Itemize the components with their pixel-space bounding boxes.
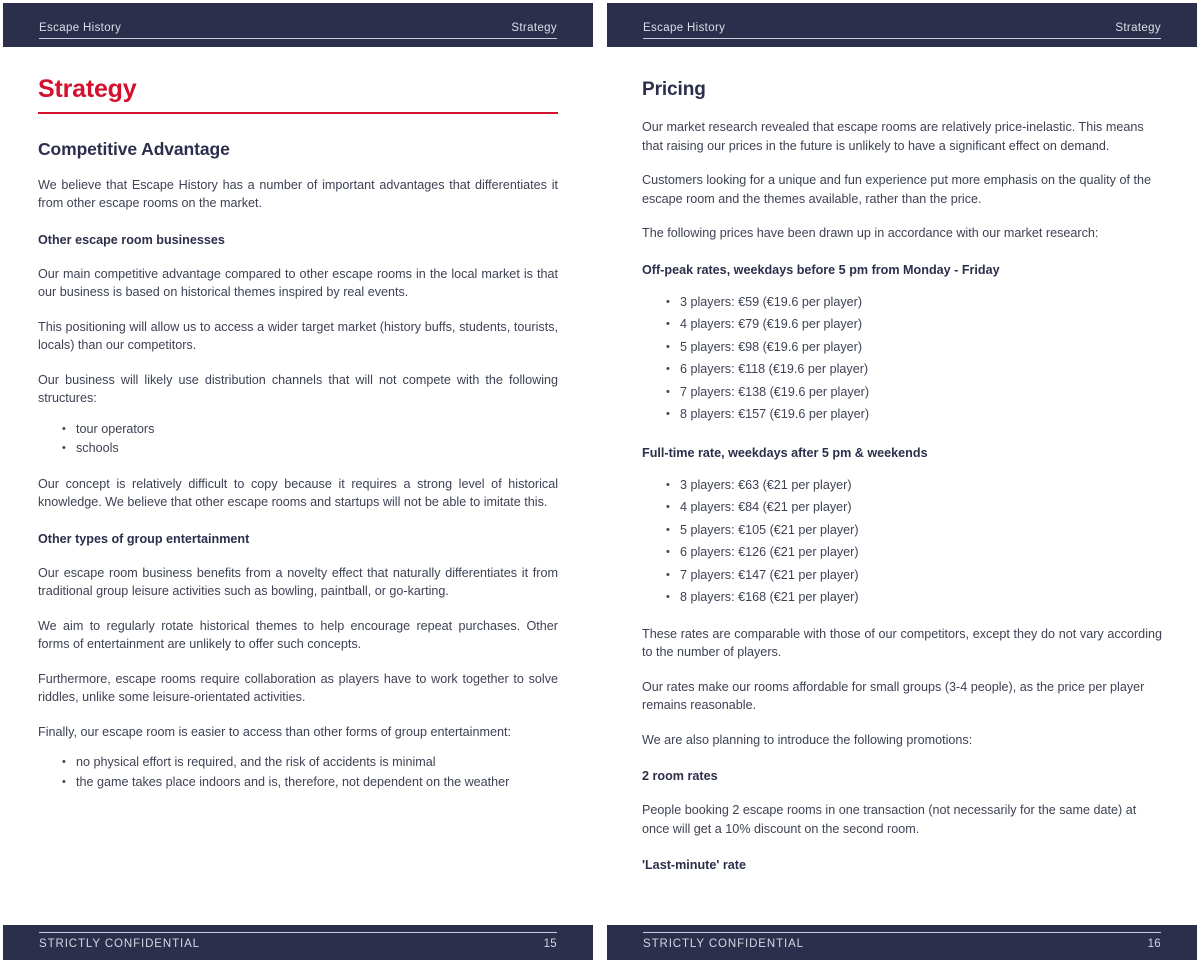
- list-item: • 3 players: €63 (€21 per player): [666, 474, 1162, 497]
- page-left-content: [38, 62, 558, 918]
- list-item: • 8 players: €157 (€19.6 per player): [666, 403, 1162, 426]
- paragraph-price-inelastic: Our market research revealed that escape rooms are relatively price-inelastic. This means that raising our prices in the future is unlikely to have a significant effect on demand.: [642, 120, 1144, 153]
- page-header-right: [607, 3, 1197, 47]
- subheading-off-peak-rates: Off-peak rates, weekdays before 5 pm from Monday - Friday: [642, 262, 1000, 277]
- list-distribution-channels: [38, 420, 558, 459]
- paragraph-positioning: This positioning will allow us to access a wider target market (history buffs, students, tourists, locals) than our competitors.: [38, 319, 558, 353]
- list-off-peak-rates: [642, 291, 1162, 426]
- subheading-2-room-rates: 2 room rates: [642, 769, 718, 783]
- paragraph-quality-emphasis: Customers looking for a unique and fun experience put more emphasis on the quality of the escape room and the themes available, rather than the price.: [642, 173, 1151, 206]
- list-full-time-rates: [642, 474, 1162, 609]
- list-item: • 3 players: €59 (€19.6 per player): [666, 291, 1162, 314]
- paragraph-promotions-intro: We are also planning to introduce the following promotions:: [642, 732, 973, 747]
- list-item: • 6 players: €118 (€19.6 per player): [666, 358, 1162, 381]
- paragraph-easier-access: Finally, our escape room is easier to access than other forms of group entertainment:: [38, 724, 511, 739]
- paragraph-prices-intro: The following prices have been drawn up in accordance with our market research:: [642, 226, 1099, 240]
- paragraph-comparable-rates: These rates are comparable with those of our competitors, except they do not vary according to the number of players.: [642, 626, 1162, 659]
- list-item: • 8 players: €168 (€21 per player): [666, 586, 1162, 609]
- subheading-last-minute-rate: 'Last-minute' rate: [642, 858, 746, 872]
- page-title: Strategy: [38, 75, 137, 103]
- page-number: 15: [543, 938, 557, 950]
- header-brand: Escape History: [39, 22, 122, 34]
- list-item: • the game takes place indoors and is, therefore, not dependent on the weather: [62, 773, 558, 793]
- subheading-full-time-rate: Full-time rate, weekdays after 5 pm & weekends: [642, 445, 928, 460]
- header-rule-left: [39, 21, 557, 39]
- page-header-left: [3, 3, 593, 47]
- page-right-content: [642, 62, 1162, 918]
- section-heading-competitive-advantage: Competitive Advantage: [38, 138, 230, 159]
- list-item: • 7 players: €147 (€21 per player): [666, 564, 1162, 587]
- paragraph-novelty-effect: Our escape room business benefits from a novelty effect that naturally differentiates it from traditional group leisure activities such as bowling, paintball, or go-karting.: [38, 565, 558, 599]
- header-section: Strategy: [1115, 22, 1161, 34]
- list-access-points: [38, 753, 558, 792]
- paragraph-2-room-discount: People booking 2 escape rooms in one transaction (not necessarily for the same date) at once will get a 10% discount on the second room.: [642, 803, 1137, 836]
- list-item: • 6 players: €126 (€21 per player): [666, 541, 1162, 564]
- page-right: [604, 0, 1200, 960]
- subheading-other-types-of-group-entertainment: Other types of group entertainment: [38, 531, 250, 546]
- paragraph-distribution-channels: Our business will likely use distribution channels that will not compete with the following structures:: [38, 372, 558, 406]
- header-brand: Escape History: [643, 22, 726, 34]
- confidentiality-notice: STRICTLY CONFIDENTIAL: [643, 938, 804, 950]
- title-underline-rule: [38, 112, 558, 114]
- page-footer-right: [607, 925, 1197, 960]
- list-item: • schools: [62, 439, 558, 459]
- page-left: [0, 0, 596, 960]
- subheading-other-escape-room-businesses: Other escape room businesses: [38, 232, 225, 247]
- section-heading-pricing: Pricing: [642, 79, 706, 100]
- list-item: • 5 players: €105 (€21 per player): [666, 519, 1162, 542]
- paragraph-rotate-themes: We aim to regularly rotate historical themes to help encourage repeat purchases. Other forms of entertainment are unlikely to offer such concepts.: [38, 618, 558, 652]
- page-footer-left: [3, 925, 593, 960]
- paragraph-collaboration: Furthermore, escape rooms require collaboration as players have to work together to solve riddles, unlike some leisure-orientated activities.: [38, 671, 558, 705]
- confidentiality-notice: STRICTLY CONFIDENTIAL: [39, 938, 200, 950]
- paragraph-difficult-to-copy: Our concept is relatively difficult to copy because it requires a strong level of historical knowledge. We believe that other escape rooms and startups will not be able to imitate this.: [38, 476, 558, 510]
- paragraph-main-advantage: Our main competitive advantage compared to other escape rooms in the local market is that our business is based on historical themes inspired by real events.: [38, 266, 558, 300]
- list-item: • 5 players: €98 (€19.6 per player): [666, 336, 1162, 359]
- footer-rule-left: [39, 932, 557, 951]
- footer-rule-right: [643, 932, 1161, 951]
- paragraph-intro: We believe that Escape History has a number of important advantages that differentiates it from other escape rooms on the market.: [38, 177, 558, 211]
- list-item: • tour operators: [62, 420, 558, 440]
- paragraph-affordable-small-groups: Our rates make our rooms affordable for small groups (3-4 people), as the price per player remains reasonable.: [642, 679, 1145, 712]
- list-item: • 7 players: €138 (€19.6 per player): [666, 381, 1162, 404]
- list-item: • 4 players: €84 (€21 per player): [666, 496, 1162, 519]
- page-number: 16: [1147, 938, 1161, 950]
- header-section: Strategy: [511, 22, 557, 34]
- list-item: • no physical effort is required, and the risk of accidents is minimal: [62, 753, 558, 773]
- list-item: • 4 players: €79 (€19.6 per player): [666, 313, 1162, 336]
- header-rule-right: [643, 21, 1161, 39]
